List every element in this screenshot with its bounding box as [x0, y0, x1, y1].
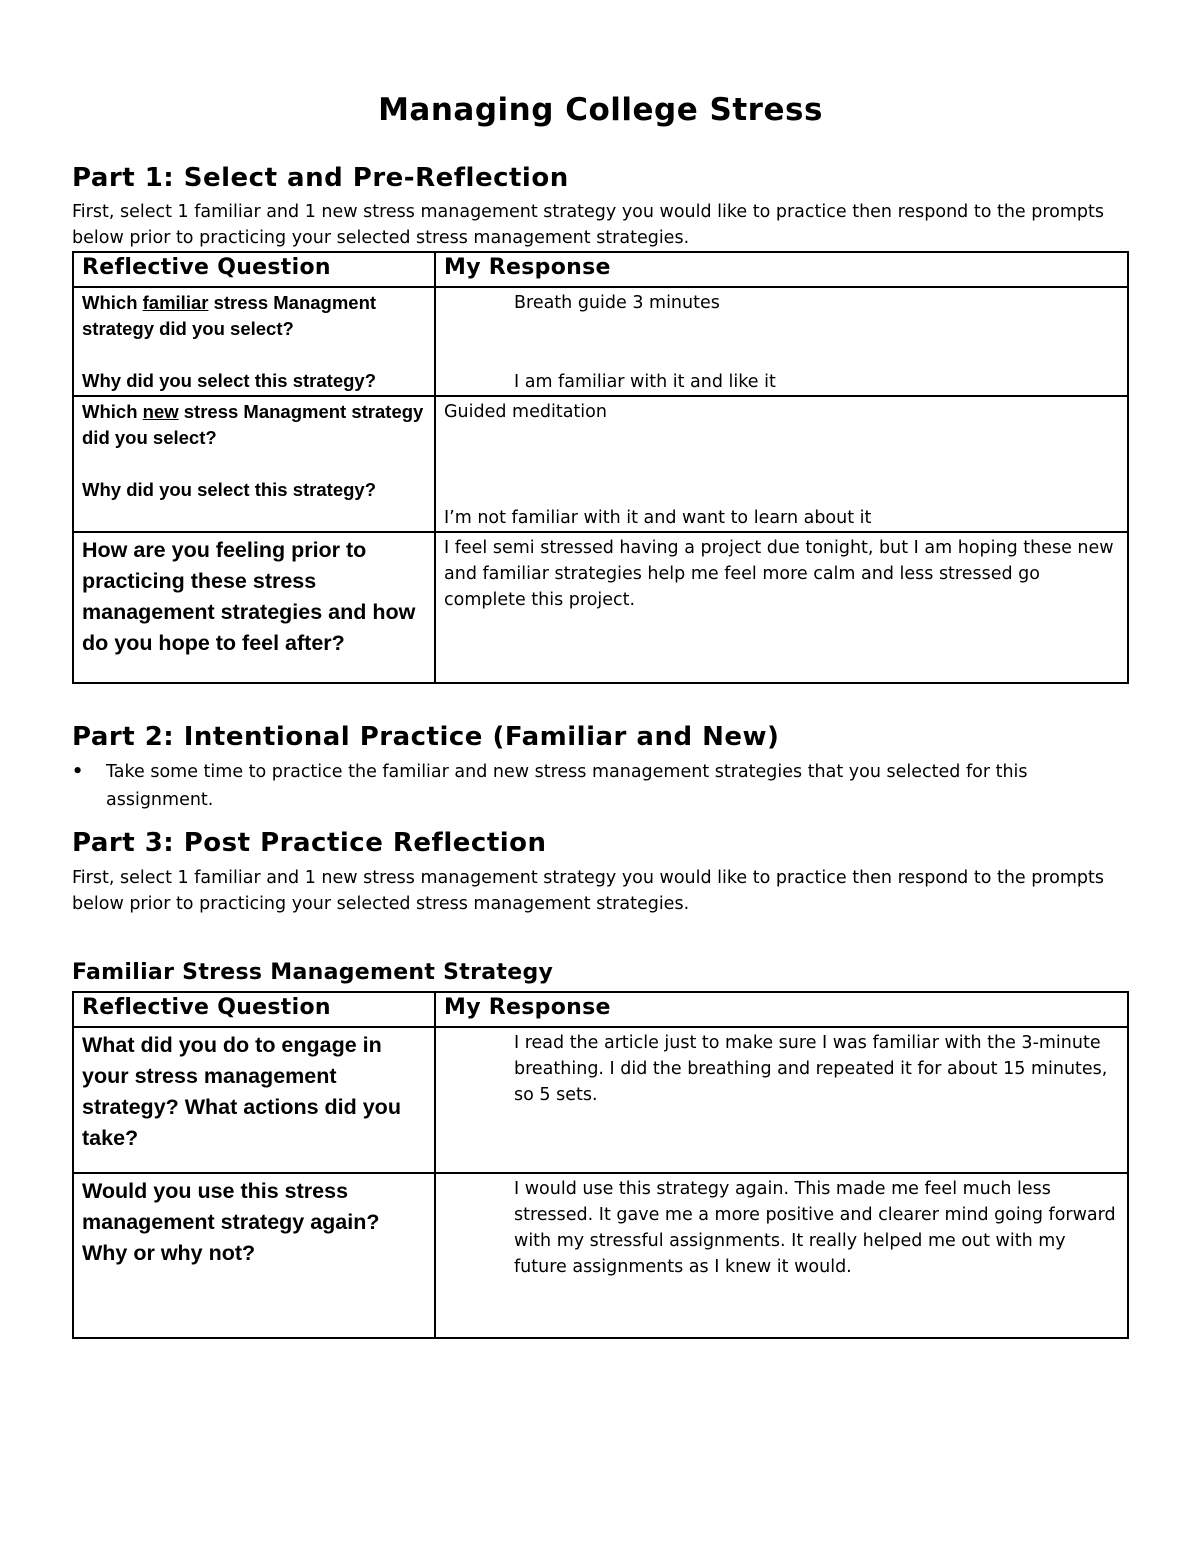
table-row	[73, 287, 1128, 396]
part2-heading: Part 2: Intentional Practice (Familiar and New)	[72, 722, 780, 752]
response-feeling: I feel semi stressed having a project due tonight, but I am hoping these new and familiar strategies help me feel more calm and less stressed go complete this project.	[435, 532, 1128, 683]
table-header-question: Reflective Question	[73, 252, 435, 287]
question-new-which: Which new stress Managment strategy did you select?	[82, 401, 424, 448]
question-engage: What did you do to engage in your stress management strategy? What actions did you take?	[73, 1027, 435, 1173]
question-feeling: How are you feeling prior to practicing these stress management strategies and how do you hope to feel after?	[73, 532, 435, 683]
table-header-response: My Response	[435, 992, 1128, 1027]
part2-bullet-text: Take some time to practice the familiar and new stress management strategies that you selected for this assignment.	[106, 762, 1028, 810]
page-title: Managing College Stress	[378, 92, 823, 128]
question-use-again: Would you use this stress management strategy again? Why or why not?	[73, 1173, 435, 1338]
part1-heading: Part 1: Select and Pre-Reflection	[72, 163, 569, 193]
part3-subheading: Familiar Stress Management Strategy	[72, 960, 554, 985]
part3-heading: Part 3: Post Practice Reflection	[72, 828, 547, 858]
table-header-response: My Response	[435, 252, 1128, 287]
response-new-strategy: Guided meditation	[444, 402, 607, 422]
response-familiar-strategy: Breath guide 3 minutes	[514, 293, 720, 313]
table-row	[73, 532, 1128, 683]
question-cell	[73, 396, 435, 532]
part1-table	[72, 251, 1129, 684]
question-familiar-which: Which familiar stress Managment strategy did you select?	[82, 292, 377, 339]
bullet-icon: •	[72, 762, 84, 782]
response-cell	[435, 1027, 1128, 1173]
question-cell	[73, 287, 435, 396]
table-row	[73, 1173, 1128, 1338]
response-cell	[435, 396, 1128, 532]
table-row	[73, 396, 1128, 532]
part1-intro: First, select 1 familiar and 1 new stress management strategy you would like to practice then respond to the prompts below prior to practicing your selected stress management strategies.	[72, 202, 1105, 248]
response-engage: I read the article just to make sure I was familiar with the 3-minute breathing. I did the breathing and repeated it for about 15 minutes, so 5 sets.	[514, 1033, 1108, 1105]
table-header-question: Reflective Question	[73, 992, 435, 1027]
response-use-again: I would use this strategy again. This made me feel much less stressed. It gave me a more positive and clearer mind going forward with my stressful assignments. It really helped me out with my future assignments as I knew it would.	[514, 1179, 1116, 1277]
response-new-reason: I’m not familiar with it and want to learn about it	[444, 508, 872, 528]
response-cell	[435, 1173, 1128, 1338]
table-row	[73, 1027, 1128, 1173]
response-familiar-reason: I am familiar with it and like it	[514, 372, 776, 392]
question-new-why: Why did you select this strategy?	[82, 479, 377, 500]
part3-table	[72, 991, 1129, 1339]
question-familiar-why: Why did you select this strategy?	[82, 370, 377, 391]
response-cell	[435, 287, 1128, 396]
part3-intro: First, select 1 familiar and 1 new stress management strategy you would like to practice then respond to the prompts below prior to practicing your selected stress management strategies.	[72, 868, 1105, 914]
